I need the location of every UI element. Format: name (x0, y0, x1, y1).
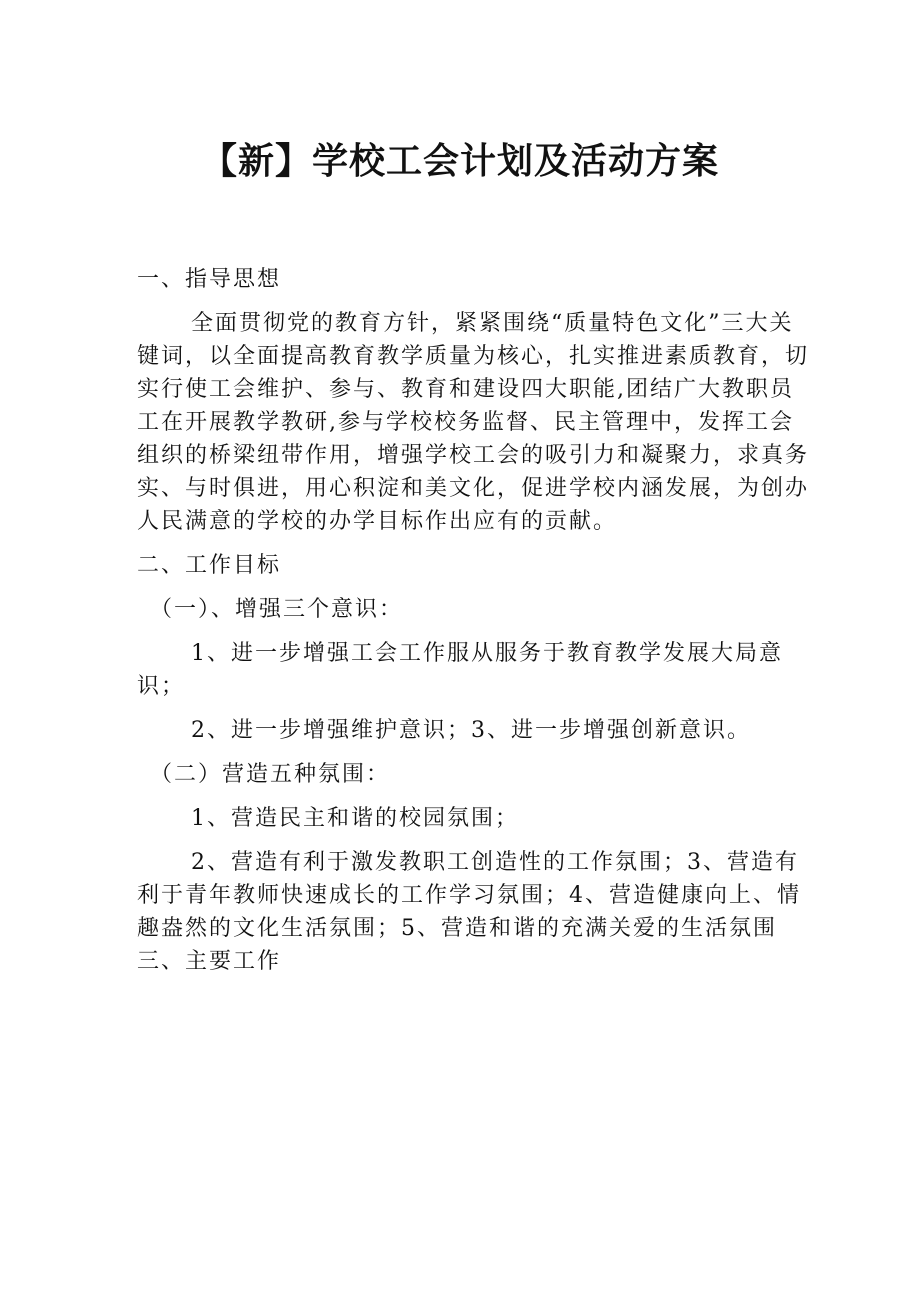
section-heading-guiding-ideology: 一、指导思想 (137, 267, 282, 292)
guiding-ideology-paragraph: 全面贯彻党的教育方针，紧紧围绕“质量特色文化”三大关键词，以全面提高教育教学质量为核心，扎实推进素质教育，切实行使工会维护、参与、教育和建设四大职能,团结广大教职员工在开展教学教研,参与学校校务监督、民主管理中，发挥工会组织的桥梁纽带作用，增强学校工会的吸引力和凝聚力，求真务实、与时俱进，用心积淀和美文化，促进学校内涵发展，为创办人民满意的学校的办学目标作出应有的贡献。 (137, 311, 810, 534)
document-body (137, 263, 809, 989)
three-awareness-item-2-3: 2、进一步增强维护意识；3、进一步增强创新意识。 (191, 718, 751, 743)
five-atmospheres-item-1: 1、营造民主和谐的校园氛围； (191, 806, 519, 831)
section-heading-work-goals: 二、工作目标 (137, 553, 282, 578)
subheading-three-awareness: （一）、增强三个意识： (150, 597, 404, 622)
document-title: 【新】学校工会计划及活动方案 (200, 141, 719, 183)
subheading-five-atmospheres: （二）营造五种氛围： (150, 762, 391, 787)
three-awareness-item-1: 1、进一步增强工会工作服从服务于教育教学发展大局意识； (137, 641, 783, 699)
five-atmospheres-items-2-5: 2、营造有利于激发教职工创造性的工作氛围；3、营造有利于青年教师快速成长的工作学习氛围；4、营造健康向上、情趣盎然的文化生活氛围；5、营造和谐的充满关爱的生活氛围三、主要工作 (137, 850, 801, 974)
